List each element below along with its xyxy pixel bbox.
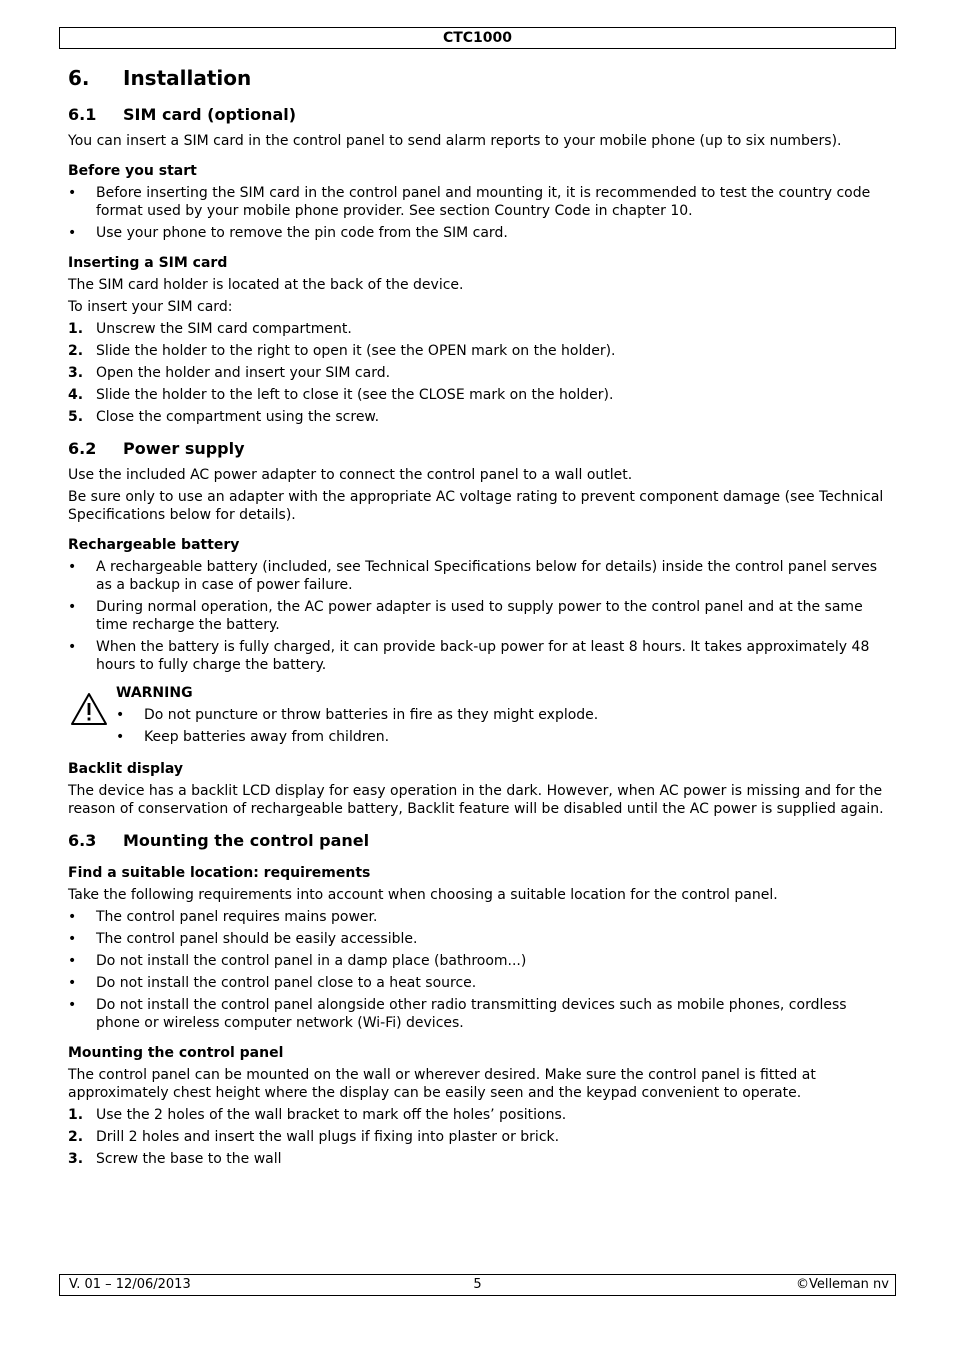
- warning-triangle-icon: [70, 692, 108, 726]
- bullet: •: [68, 559, 77, 575]
- step-item: [68, 1128, 890, 1146]
- before-list: [68, 184, 890, 242]
- list-item: [68, 996, 890, 1032]
- list-item-text: Do not install the control panel close to a heat source.: [96, 975, 477, 991]
- list-item: [116, 728, 890, 746]
- step-text: Screw the base to the wall: [96, 1151, 282, 1167]
- section-heading: [68, 64, 890, 92]
- warning-list: [116, 706, 890, 746]
- rechargeable-battery-heading: Rechargeable battery: [68, 537, 240, 553]
- list-item: [68, 638, 890, 674]
- step-text: Open the holder and insert your SIM card.: [96, 365, 391, 381]
- list-item-text: Before inserting the SIM card in the control panel and mounting it, it is recommended to test the country code format used by your mobile phone provider. See section Country Code in chapter 10.: [96, 185, 871, 219]
- step-number: 2.: [68, 343, 84, 359]
- subsection-heading-6-2: [68, 438, 890, 460]
- version-label: V. 01 – 12/06/2013: [69, 1277, 191, 1292]
- subsection-title: Power supply: [123, 439, 245, 458]
- list-item: [116, 706, 890, 724]
- bullet: •: [68, 185, 77, 201]
- list-item-text: The control panel should be easily accessible.: [96, 931, 418, 947]
- step-number: 5.: [68, 409, 84, 425]
- step-item: [68, 386, 890, 404]
- step-text: Slide the holder to the right to open it (see the OPEN mark on the holder).: [96, 343, 616, 359]
- list-item-text: Do not puncture or throw batteries in fire as they might explode.: [144, 707, 599, 723]
- page-content: [68, 64, 890, 1172]
- location-requirements-heading: Find a suitable location: requirements: [68, 865, 371, 881]
- page-footer: [59, 1274, 896, 1296]
- bullet: •: [68, 225, 77, 241]
- bullet: •: [68, 639, 77, 655]
- warning-block: [68, 684, 890, 746]
- bullet: •: [68, 975, 77, 991]
- step-item: [68, 1150, 890, 1168]
- section-number: 6.: [68, 66, 90, 90]
- warning-title: WARNING: [116, 685, 193, 701]
- list-item: [68, 952, 890, 970]
- step-number: 1.: [68, 321, 84, 337]
- step-text: Slide the holder to the left to close it (see the CLOSE mark on the holder).: [96, 387, 614, 403]
- step-number: 4.: [68, 387, 84, 403]
- mounting-steps: [68, 1106, 890, 1168]
- section-title: Installation: [123, 66, 252, 90]
- bullet: •: [68, 909, 77, 925]
- list-item-text: A rechargeable battery (included, see Technical Specifications below for details) inside the control panel serves as a backup in case of power failure.: [96, 559, 878, 593]
- sim-intro: You can insert a SIM card in the control panel to send alarm reports to your mobile phone (up to six numbers).: [68, 133, 842, 149]
- page-number: 5: [473, 1277, 482, 1292]
- insert-steps: [68, 320, 890, 426]
- subsection-number: 6.3: [68, 831, 97, 850]
- bullet: •: [68, 953, 77, 969]
- bullet: •: [116, 729, 125, 745]
- copyright-label: ©Velleman nv: [795, 1277, 889, 1292]
- bullet: •: [68, 931, 77, 947]
- step-text: Drill 2 holes and insert the wall plugs if fixing into plaster or brick.: [96, 1129, 560, 1145]
- bullet: •: [68, 997, 77, 1013]
- subsection-heading-6-3: [68, 830, 890, 852]
- page-header: [59, 27, 896, 49]
- list-item-text: The control panel requires mains power.: [96, 909, 378, 925]
- power-paragraph-1: Use the included AC power adapter to connect the control panel to a wall outlet.: [68, 467, 633, 483]
- list-item-text: During normal operation, the AC power adapter is used to supply power to the control panel and at the same time recharge the battery.: [96, 599, 863, 633]
- list-item: [68, 558, 890, 594]
- subsection-number: 6.1: [68, 105, 97, 124]
- step-text: Use the 2 holes of the wall bracket to mark off the holes’ positions.: [96, 1107, 567, 1123]
- step-item: [68, 342, 890, 360]
- backlit-display-heading: Backlit display: [68, 761, 184, 777]
- list-item: [68, 908, 890, 926]
- backlit-text: The device has a backlit LCD display for easy operation in the dark. However, when AC power is missing and for the reason of conservation of rechargeable battery, Backlit feature will be disabled until the AC power is supplied again.: [68, 783, 884, 817]
- mounting-heading: Mounting the control panel: [68, 1045, 284, 1061]
- bullet: •: [68, 599, 77, 615]
- power-paragraph-2: Be sure only to use an adapter with the appropriate AC voltage rating to prevent component damage (see Technical Specifications below for details).: [68, 489, 884, 523]
- location-list: [68, 908, 890, 1032]
- list-item-text: Use your phone to remove the pin code from the SIM card.: [96, 225, 508, 241]
- inserting-sim-heading: Inserting a SIM card: [68, 255, 228, 271]
- step-number: 3.: [68, 365, 84, 381]
- step-item: [68, 1106, 890, 1124]
- document-title: CTC1000: [442, 30, 513, 46]
- step-item: [68, 364, 890, 382]
- bullet: •: [116, 707, 125, 723]
- mounting-text: The control panel can be mounted on the wall or wherever desired. Make sure the control panel is fitted at approximately chest height where the display can be easily seen and the keypad convenient to operate.: [68, 1067, 816, 1101]
- list-item-text: When the battery is fully charged, it can provide back-up power for at least 8 hours. It takes approximately 48 hours to fully charge the battery.: [96, 639, 870, 673]
- subsection-title: SIM card (optional): [123, 105, 297, 124]
- list-item: [68, 598, 890, 634]
- step-number: 3.: [68, 1151, 84, 1167]
- subsection-heading-6-1: [68, 104, 890, 126]
- list-item: [68, 930, 890, 948]
- list-item: [68, 224, 890, 242]
- list-item: [68, 184, 890, 220]
- list-item: [68, 974, 890, 992]
- before-you-start-heading: Before you start: [68, 163, 197, 179]
- location-intro: Take the following requirements into account when choosing a suitable location for the control panel.: [68, 887, 778, 903]
- step-text: Unscrew the SIM card compartment.: [96, 321, 352, 337]
- list-item-text: Do not install the control panel in a damp place (bathroom...): [96, 953, 527, 969]
- battery-list: [68, 558, 890, 674]
- step-item: [68, 408, 890, 426]
- insert-paragraph-2: To insert your SIM card:: [68, 299, 233, 315]
- step-item: [68, 320, 890, 338]
- list-item-text: Do not install the control panel alongside other radio transmitting devices such as mobile phones, cordless phone or wireless computer network (Wi-Fi) devices.: [96, 997, 847, 1031]
- step-text: Close the compartment using the screw.: [96, 409, 380, 425]
- subsection-number: 6.2: [68, 439, 97, 458]
- step-number: 2.: [68, 1129, 84, 1145]
- subsection-title: Mounting the control panel: [123, 831, 370, 850]
- insert-paragraph-1: The SIM card holder is located at the back of the device.: [68, 277, 464, 293]
- list-item-text: Keep batteries away from children.: [144, 729, 390, 745]
- step-number: 1.: [68, 1107, 84, 1123]
